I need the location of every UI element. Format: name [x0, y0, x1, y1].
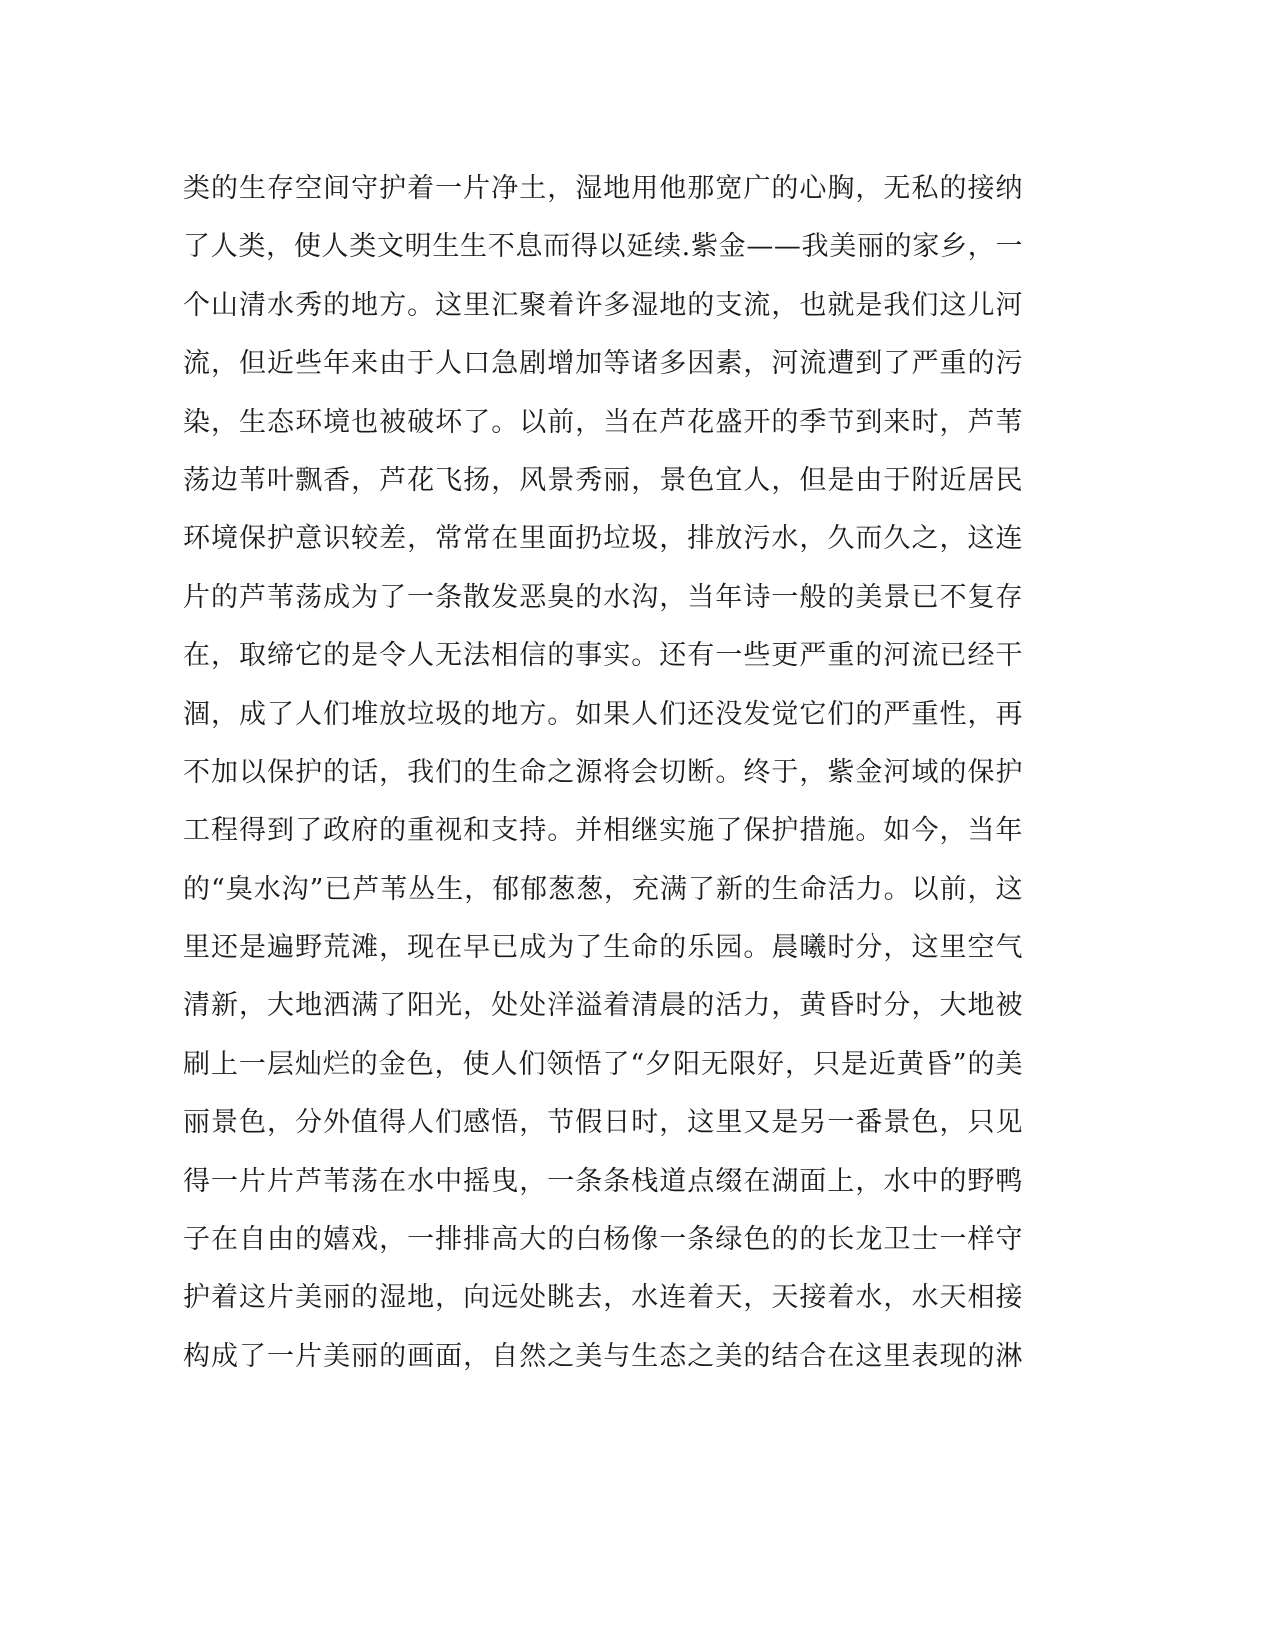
text-line: 环境保护意识较差，常常在里面扔垃圾，排放污水，久而久之，这连: [183, 523, 1023, 555]
text-line: 清新，大地洒满了阳光，处处洋溢着清晨的活力，黄昏时分，大地被: [183, 990, 1023, 1022]
text-line: 荡边苇叶飘香，芦花飞扬，风景秀丽，景色宜人，但是由于附近居民: [183, 464, 1023, 496]
text-line: 丽景色，分外值得人们感悟，节假日时，这里又是另一番景色，只见: [183, 1107, 1023, 1139]
text-line: 类的生存空间守护着一片净土，湿地用他那宽广的心胸，无私的接纳: [183, 173, 1023, 204]
text-line: 得一片片芦苇荡在水中摇曳，一条条栈道点缀在湖面上，水中的野鸭: [183, 1165, 1023, 1197]
text-line: 个山清水秀的地方。这里汇聚着许多湿地的支流，也就是我们这儿河: [183, 289, 1023, 321]
text-line: 片的芦苇荡成为了一条散发恶臭的水沟，当年诗一般的美景已不复存: [183, 581, 1023, 613]
text-line: 染，生态环境也被破坏了。以前，当在芦花盛开的季节到来时，芦苇: [183, 406, 1023, 438]
text-line: 里还是遍野荒滩，现在早已成为了生命的乐园。晨曦时分，这里空气: [183, 932, 1023, 964]
text-line: 子在自由的嬉戏，一排排高大的白杨像一条绿色的的长龙卫士一样守: [183, 1224, 1023, 1256]
text-line: 构成了一片美丽的画面，自然之美与生态之美的结合在这里表现的淋: [183, 1340, 1023, 1372]
text-line: 涸，成了人们堆放垃圾的地方。如果人们还没发觉它们的严重性，再: [183, 698, 1023, 730]
body-text: [183, 160, 1023, 1386]
text-line: 了人类，使人类文明生生不息而得以延续.紫金——我美丽的家乡，一: [183, 231, 1023, 263]
text-line: 流，但近些年来由于人口急剧增加等诸多因素，河流遭到了严重的污: [183, 348, 1023, 380]
text-line: 工程得到了政府的重视和支持。并相继实施了保护措施。如今，当年: [183, 815, 1023, 847]
text-line: 护着这片美丽的湿地，向远处眺去，水连着天，天接着水，水天相接: [183, 1282, 1023, 1314]
text-line: 的“臭水沟”已芦苇丛生，郁郁葱葱，充满了新的生命活力。以前，这: [183, 873, 1023, 905]
text-line: 在，取缔它的是令人无法相信的事实。还有一些更严重的河流已经干: [183, 640, 1023, 672]
text-line: 不加以保护的话，我们的生命之源将会切断。终于，紫金河域的保护: [183, 756, 1023, 788]
text-line: 刷上一层灿烂的金色，使人们领悟了“夕阳无限好，只是近黄昏”的美: [183, 1048, 1023, 1080]
